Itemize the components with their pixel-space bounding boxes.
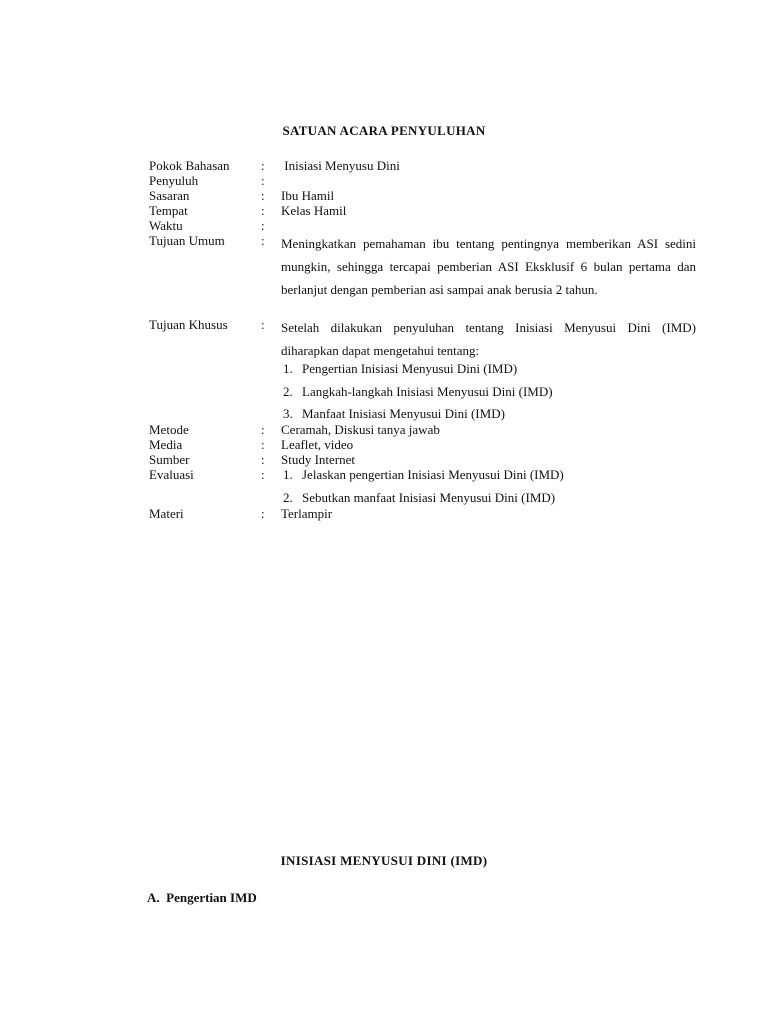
list-number: 2.	[283, 490, 293, 505]
field-label: Sasaran	[149, 188, 190, 203]
list-text: Jelaskan pengertian Inisiasi Menyusui Dini (IMD)	[302, 467, 564, 482]
list-number: 2.	[283, 384, 293, 399]
field-value: Setelah dilakukan penyuluhan tentang Inisiasi Menyusui Dini (IMD) diharapkan dapat mengetahui tentang:	[281, 320, 696, 358]
field-label: Evaluasi	[149, 467, 194, 482]
field-label: Pokok Bahasan	[149, 158, 230, 173]
field-colon: :	[261, 233, 265, 248]
field-colon: :	[261, 467, 265, 482]
field-label: Media	[149, 437, 183, 452]
field-value: Terlampir	[281, 506, 333, 521]
field-colon: :	[261, 422, 265, 437]
field-label: Sumber	[149, 452, 190, 467]
field-value: Kelas Hamil	[281, 203, 347, 218]
field-colon: :	[261, 317, 265, 332]
field-colon: :	[261, 452, 265, 467]
subsection-heading: A. Pengertian IMD	[147, 890, 257, 905]
section-title: INISIASI MENYUSUI DINI (IMD)	[280, 853, 488, 868]
field-colon: :	[261, 188, 265, 203]
field-value: Inisiasi Menyusu Dini	[281, 158, 400, 173]
field-colon: :	[261, 203, 265, 218]
field-colon: :	[261, 437, 265, 452]
list-text: Pengertian Inisiasi Menyusui Dini (IMD)	[302, 361, 518, 376]
field-label: Tujuan Khusus	[149, 317, 228, 332]
field-value: Ibu Hamil	[281, 188, 335, 203]
field-colon: :	[261, 158, 265, 173]
field-colon: :	[261, 506, 265, 521]
list-text: Sebutkan manfaat Inisiasi Menyusui Dini (IMD)	[302, 490, 556, 505]
field-label: Penyuluh	[149, 173, 199, 188]
page-title: SATUAN ACARA PENYULUHAN	[282, 123, 486, 138]
field-label: Tujuan Umum	[149, 233, 225, 248]
field-value: Ceramah, Diskusi tanya jawab	[281, 422, 440, 437]
field-label: Materi	[149, 506, 184, 521]
list-number: 3.	[283, 406, 293, 421]
field-value: Meningkatkan pemahaman ibu tentang pentingnya memberikan ASI sedini mungkin, sehingga tercapai pemberian ASI Eksklusif 6 bulan pertama dan berlanjut dengan pemberian asi sampai anak berusia 2 tahun.	[281, 236, 696, 297]
field-colon: :	[261, 218, 265, 233]
field-value: Study Internet	[281, 452, 356, 467]
field-colon: :	[261, 173, 265, 188]
field-label: Tempat	[149, 203, 188, 218]
list-item	[281, 467, 696, 482]
list-text: Langkah-langkah Inisiasi Menyusui Dini (IMD)	[302, 384, 553, 399]
list-text: Manfaat Inisiasi Menyusui Dini (IMD)	[302, 406, 505, 421]
field-label: Waktu	[149, 218, 183, 233]
field-value: Leaflet, video	[281, 437, 354, 452]
list-number: 1.	[283, 467, 293, 482]
list-number: 1.	[283, 361, 293, 376]
field-label: Metode	[149, 422, 189, 437]
